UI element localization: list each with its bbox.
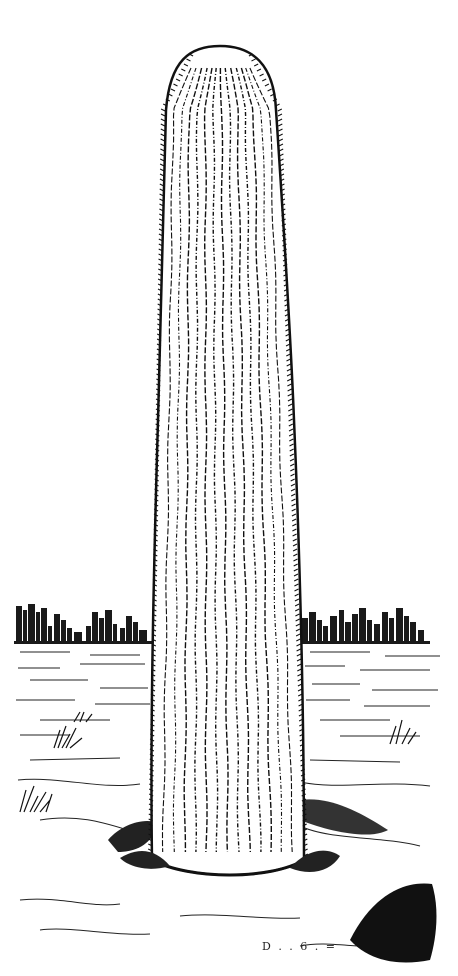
artist-signature: D . . 6 . = xyxy=(262,940,338,953)
